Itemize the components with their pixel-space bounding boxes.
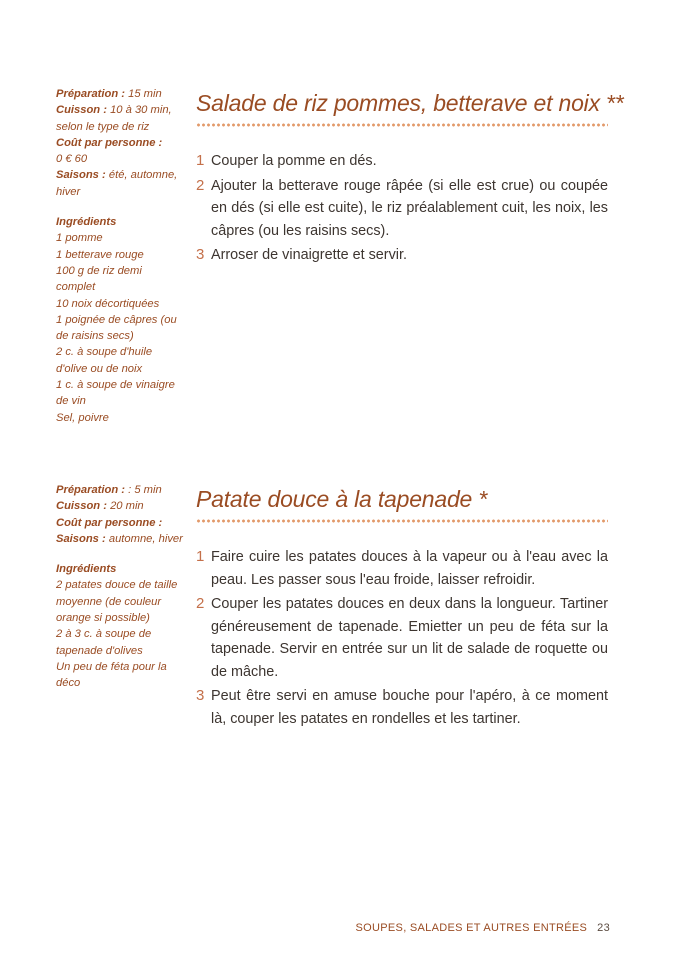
ingredient-item: 1 betterave rouge bbox=[56, 248, 144, 261]
step-item bbox=[196, 685, 608, 730]
meta-cout: Coût par personne : bbox=[56, 516, 163, 529]
ingredient-item: 2 patates douce de taille moyenne (de couleur orange si possible) bbox=[56, 579, 178, 625]
section-title: SOUPES, SALADES ET AUTRES ENTRÉES bbox=[355, 922, 588, 934]
meta-saisons: Saisons : été, automne, hiver bbox=[56, 169, 178, 198]
page-number: 23 bbox=[597, 922, 610, 934]
recipe-title: Salade de riz pommes, betterave et noix ** bbox=[196, 90, 624, 116]
step-number: 1 bbox=[196, 152, 205, 169]
page-footer bbox=[356, 922, 610, 934]
ingredient-item: 1 poignée de câpres (ou de raisins secs) bbox=[56, 313, 177, 343]
ingredients-heading: Ingrédients bbox=[56, 563, 117, 576]
ingredients-list bbox=[56, 230, 184, 426]
recipe-main bbox=[196, 86, 624, 269]
step-number: 3 bbox=[196, 687, 205, 704]
step-item bbox=[196, 244, 608, 267]
meta-preparation: Préparation : : 5 min bbox=[56, 484, 162, 496]
ingredient-item: 10 noix décortiquées bbox=[56, 297, 160, 310]
step-number: 1 bbox=[196, 548, 205, 565]
step-item bbox=[196, 175, 608, 243]
step-text: Couper la pomme en dés. bbox=[211, 153, 377, 169]
dotted-divider bbox=[196, 122, 608, 128]
meta-cout: Coût par personne : 0 € 60 bbox=[56, 136, 163, 166]
recipe-title: Patate douce à la tapenade * bbox=[196, 486, 488, 512]
ingredient-item: 100 g de riz demi complet bbox=[56, 264, 142, 294]
ingredient-item: Un peu de féta pour la déco bbox=[56, 660, 167, 690]
ingredients-heading: Ingrédients bbox=[56, 216, 117, 229]
ingredient-item: 2 à 3 c. à soupe de tapenade d'olives bbox=[56, 628, 152, 657]
ingredient-item: 1 c. à soupe de vinaigre de vin bbox=[56, 379, 175, 408]
meta-cuisson: Cuisson : 10 à 30 min, selon le type de riz bbox=[56, 104, 172, 133]
step-item bbox=[196, 593, 608, 683]
step-text: Faire cuire les patates douces à la vapeur ou à l'eau avec la peau. Les passer sous l'eau froide, laisser refroidir. bbox=[211, 549, 608, 588]
recipe-sidebar bbox=[56, 86, 184, 426]
step-number: 3 bbox=[196, 246, 205, 263]
dotted-divider bbox=[196, 518, 608, 524]
step-number: 2 bbox=[196, 176, 205, 194]
meta-cuisson: Cuisson : 20 min bbox=[56, 500, 144, 513]
ingredient-item: 1 pomme bbox=[56, 232, 103, 245]
recipe-sidebar bbox=[56, 482, 184, 692]
ingredients-list bbox=[56, 577, 184, 691]
ingredient-item: 2 c. à soupe d'huile d'olive ou de noix bbox=[56, 346, 153, 375]
steps-list bbox=[196, 150, 608, 267]
step-number: 2 bbox=[196, 595, 205, 612]
ingredient-item: Sel, poivre bbox=[56, 411, 109, 424]
meta-preparation: Préparation : 15 min bbox=[56, 88, 162, 100]
step-text: Ajouter la betterave rouge râpée (si elle est crue) ou coupée en dés (si elle est cuite), le riz préalablement cuit, les noix, les câpres (ou les raisins secs). bbox=[211, 177, 608, 239]
meta-saisons: Saisons : automne, hiver bbox=[56, 532, 183, 545]
step-text: Peut être servi en amuse bouche pour l'apéro, à ce moment là, couper les patates en rondelles et les tartiner. bbox=[211, 688, 608, 727]
step-item bbox=[196, 546, 608, 591]
step-text: Arroser de vinaigrette et servir. bbox=[211, 247, 407, 263]
step-item bbox=[196, 150, 608, 173]
steps-list bbox=[196, 546, 608, 730]
step-text: Couper les patates douces en deux dans la longueur. Tartiner généreusement de tapenade. Emietter un peu de féta sur la tapenade. Servir en entrée sur un lit de salade de roquette ou de mâche. bbox=[211, 596, 608, 680]
recipe-main bbox=[196, 482, 608, 732]
